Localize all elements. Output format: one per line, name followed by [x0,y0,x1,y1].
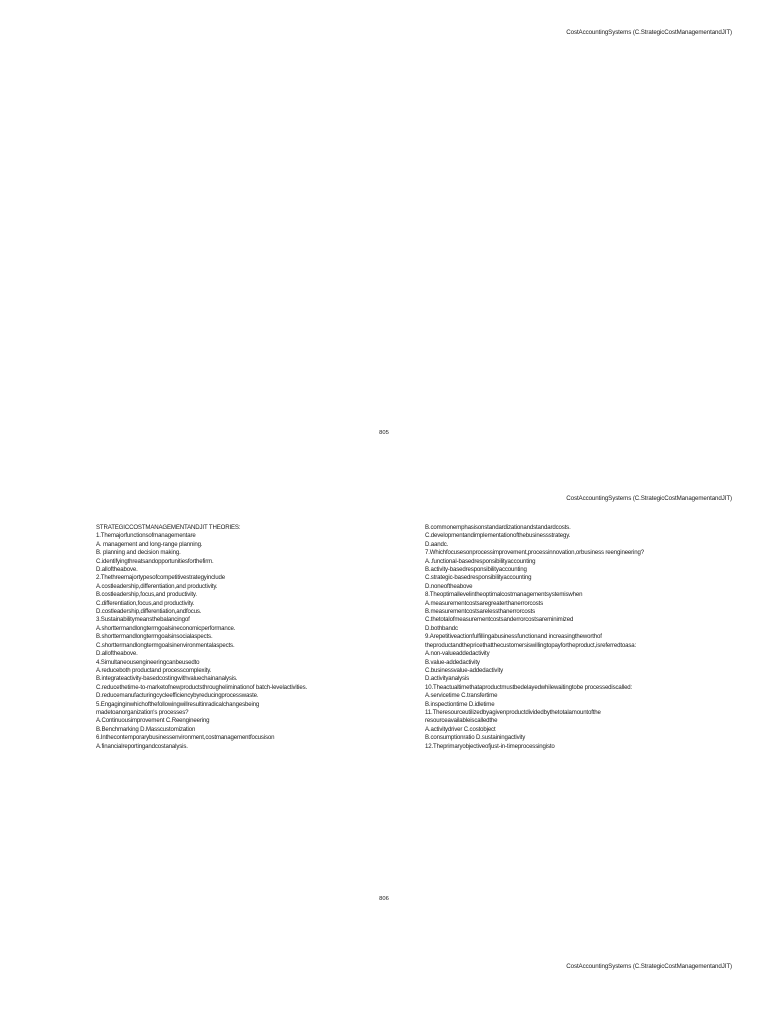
text-line: C.identifyingthreatsandopportunitiesforthefirm. [96,557,214,565]
text-line: A.activitydriver C.costobject [425,725,496,733]
text-line: C.reducethetime-to-marketofnewproductsthrougheliminationof batch-levelactivities. [96,683,308,691]
text-line: B.consumptionratio D.sustainingactivity [425,734,526,742]
text-line: D.alloftheabove. [96,566,138,574]
text-line: resourceavailableiscalledthe [425,717,498,725]
text-line: B.value-addedactivity [425,658,480,666]
text-line: B. planning and decision making. [96,549,181,557]
running-header-top: CostAccountingSystems (C.StrategicCostManagementandJIT) [566,29,732,36]
text-line: A..functional-basedresponsibilityaccounting [425,557,536,565]
text-line: 12.Theprimaryobjectiveofjust-in-timeprocessingisto [425,742,555,750]
text-line: D.reducemanufacturingcycleefficiencybyreducingprocesswaste. [96,692,259,700]
text-line: madetoanorganization's processes? [96,708,189,716]
text-line: 2.Thethreemajortypesofcompetitivestrategyinclude [96,574,225,582]
page-number-806: 806 [379,896,389,902]
text-line: A.non-valueaddedactivity [425,650,490,658]
text-line: 1.Themajorfunctionsofmanagementare [96,532,196,540]
left-column-questions [96,524,406,751]
text-line: C.shorttermandlongtermgoalsinenvironmentalaspects. [96,641,235,649]
text-line: D.bothbandc [425,624,458,632]
text-line: B.commonemphasisonstandardizationandstandardcosts. [425,524,571,531]
text-line: C.strategic-basedresponsibilityaccounting [425,574,532,582]
text-line: C.businessvalue-addedactivity [425,666,503,674]
text-line: STRATEGICCOSTMANAGEMENTANDJIT THEORIES: [96,524,241,531]
text-line: C.differentiation,focus,and productivity. [96,599,195,607]
right-column-questions [425,524,740,751]
text-line: D.aandc. [425,540,449,548]
text-line: B.integrateactivity-basedcostingwithvaluechainanalysis. [96,675,238,683]
text-line: A.financialreportingandcostanalysis. [96,742,188,750]
page-number-805: 805 [379,430,389,436]
text-line: B.costleadership,focus,and productivity. [96,591,197,599]
text-line: D.alloftheabove. [96,650,138,658]
text-line: 5.Engaginginwhichofthefollowingwillresultinradicalchangesbeing [96,700,260,708]
running-header-bottom: CostAccountingSystems (C.StrategicCostManagementandJIT) [566,963,732,970]
text-line: D.activityanalysis [425,675,470,683]
text-line: 11.Theresourceutilizedbyagivenproductdividedbythetotalamountofthe [425,708,601,716]
text-line: A.shorttermandlongtermgoalsineconomicperformance. [96,624,236,632]
text-line: D.noneoftheabove [425,582,473,590]
text-line: 10.Theactualtimethataproductmustbedelayedwhilewaitingtobe processediscalled: [425,683,633,691]
text-line: 3.Sustainabilitymeansthebalancingof [96,616,190,624]
text-line: A. management and long-range planning. [96,540,203,548]
text-line: A.measurementcostsaregreaterthanerrorcosts [425,599,544,607]
running-header-middle: CostAccountingSystems (C.StrategicCostManagementandJIT) [566,495,732,502]
text-line: B.inspectiontime D.idletime [425,700,495,708]
text-line: A.Continuousimprovement C.Reengineering [96,717,210,725]
text-line: B.shorttermandlongtermgoalsinsocialaspects. [96,633,213,641]
text-line: B.Benchmarking D.Masscustomization [96,725,196,733]
text-line: A.costleadership,differentiation,and productivity. [96,582,218,590]
text-line: B.activity-basedresponsibilityaccounting [425,566,527,574]
text-line: 4.Simultaneousengineeringcanbeusedto [96,658,200,666]
text-line: C.developmentandimplementationofthebusinessstrategy. [425,532,571,540]
text-line: D.costleadership,differentiation,andfocus. [96,608,202,616]
text-line: C.thetotalofmeasurementcostsanderrorcostsareminimized [425,616,574,624]
text-line: B.measurementcostsarelessthanerrorcosts [425,608,535,616]
text-line: 7.Whichfocusesonprocessimprovement,processinnovation,orbusiness reengineering? [425,549,644,557]
text-line: A.servicetime C.transfertime [425,692,498,700]
text-line: theproductandthepricethatthecustomersiswillingtopayfortheproduct,isreferredtoasa: [425,641,637,649]
text-line: A.reduceboth productand processcomplexity. [96,666,212,674]
text-line: 6.Inthecontemporarybusinessenvironment,costmanagementfocusison [96,734,275,742]
text-line: 9.Arepetitiveactionfulfillingabusinessfunctionand increasingtheworthof [425,633,602,641]
text-line: 8.Theoptimallevelintheoptimalcostmanagementsystemiswhen [425,591,583,599]
